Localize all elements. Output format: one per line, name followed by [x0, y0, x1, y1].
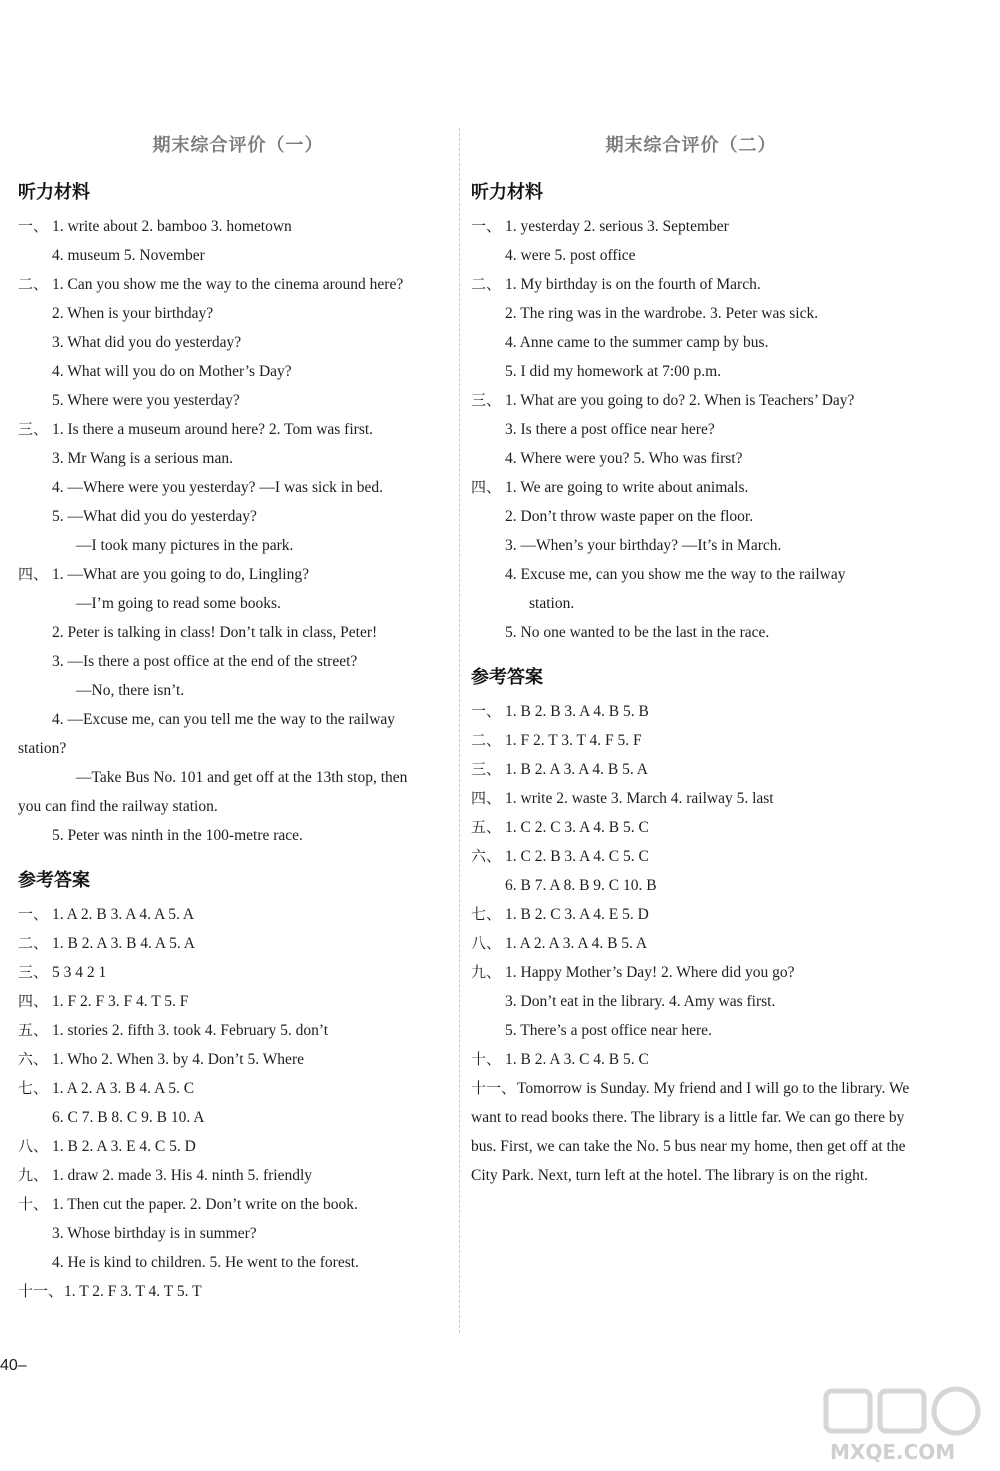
- item-text: 1. A 2. A 3. B 4. A 5. C: [52, 1080, 195, 1097]
- item-text: 1. What are you going to do? 2. When is Teachers’ Day?: [505, 392, 855, 409]
- text-line: [18, 270, 458, 299]
- item-text: 2. Peter is talking in class! Don’t talk in class, Peter!: [52, 624, 378, 641]
- text-line: [18, 1219, 458, 1248]
- item-text: 3. What did you do yesterday?: [52, 334, 242, 351]
- text-line: [18, 357, 458, 386]
- text-line: [18, 618, 458, 647]
- text-line: [471, 589, 911, 618]
- text-line: [471, 900, 911, 929]
- text-line: [471, 813, 911, 842]
- text-line: [18, 900, 458, 929]
- text-line: [18, 1103, 458, 1132]
- item-number: 三、: [471, 391, 502, 409]
- item-number: 四、: [471, 789, 502, 807]
- item-text: 1. B 2. A 3. E 4. C 5. D: [52, 1138, 196, 1155]
- text-line: [18, 473, 458, 502]
- item-text: 1. B 2. B 3. A 4. B 5. B: [505, 703, 649, 720]
- text-line: [471, 987, 911, 1016]
- item-text: station.: [529, 595, 575, 612]
- left-answers-heading: 参考答案: [18, 870, 90, 891]
- item-number: 二、: [18, 275, 49, 293]
- item-text: 2. The ring was in the wardrobe. 3. Peter was sick.: [505, 305, 819, 322]
- column-divider: [459, 128, 460, 1333]
- text-line: [18, 1248, 458, 1277]
- text-line: [18, 241, 458, 270]
- text-line: [471, 299, 911, 328]
- text-line: [18, 531, 458, 560]
- item-text: 5. I did my homework at 7:00 p.m.: [505, 363, 722, 380]
- item-text: 6. C 7. B 8. C 9. B 10. A: [52, 1109, 205, 1126]
- item-text: 1. —What are you going to do, Lingling?: [52, 566, 309, 583]
- text-line: [18, 647, 458, 676]
- item-text: 1. C 2. B 3. A 4. C 5. C: [505, 848, 649, 865]
- item-text: 1. A 2. A 3. A 4. B 5. A: [505, 935, 648, 952]
- text-line: [471, 357, 911, 386]
- left-section-title: 期末综合评价（一）: [152, 135, 324, 156]
- item-text: 4. Excuse me, can you show me the way to the railway: [505, 566, 846, 583]
- item-text: 1. A 2. B 3. A 4. A 5. A: [52, 906, 195, 923]
- text-line: [18, 1016, 458, 1045]
- item-text: 4. were 5. post office: [505, 247, 636, 264]
- item-text: 1. B 2. A 3. A 4. B 5. A: [505, 761, 648, 778]
- item-number: 十、: [471, 1050, 502, 1068]
- text-line: [471, 212, 911, 241]
- text-line: [18, 1190, 458, 1219]
- item-text: —Take Bus No. 101 and get off at the 13th stop, then: [76, 769, 408, 786]
- item-text: 1. write 2. waste 3. March 4. railway 5. last: [505, 790, 774, 807]
- item-number: 三、: [18, 963, 49, 981]
- item-number: 七、: [471, 905, 502, 923]
- text-line: [471, 726, 911, 755]
- text-line: [471, 560, 911, 589]
- item-text: 1. stories 2. fifth 3. took 4. February 5. don’t: [52, 1022, 329, 1039]
- item-text: 4. What will you do on Mother’s Day?: [52, 363, 292, 380]
- item-number: 一、: [471, 702, 502, 720]
- item-text: 5. There’s a post office near here.: [505, 1022, 712, 1039]
- text-line: [471, 929, 911, 958]
- item-text: 1. Then cut the paper. 2. Don’t write on the book.: [52, 1196, 358, 1213]
- left-listening-list: [18, 212, 458, 850]
- left-answers-list: [18, 900, 458, 1306]
- item-number: 三、: [471, 760, 502, 778]
- item-text: 1. We are going to write about animals.: [505, 479, 749, 496]
- text-line: [471, 958, 911, 987]
- item-text: 4. —Where were you yesterday? —I was sick in bed.: [52, 479, 383, 496]
- item-text: station?: [18, 740, 67, 757]
- item-text: 1. B 2. C 3. A 4. E 5. D: [505, 906, 649, 923]
- item-text: —I’m going to read some books.: [76, 595, 281, 612]
- item-text: you can find the railway station.: [18, 798, 218, 815]
- text-line: [18, 987, 458, 1016]
- item-number: 九、: [471, 963, 502, 981]
- text-line: [18, 212, 458, 241]
- item-text: —No, there isn’t.: [76, 682, 185, 699]
- item-text: 1. F 2. F 3. F 4. T 5. F: [52, 993, 189, 1010]
- text-line: [471, 328, 911, 357]
- item-number: 四、: [18, 992, 49, 1010]
- item-text: 1. write about 2. bamboo 3. hometown: [52, 218, 292, 235]
- item-text: 1. B 2. A 3. C 4. B 5. C: [505, 1051, 649, 1068]
- text-line: [18, 734, 458, 763]
- text-line: [18, 958, 458, 987]
- item-text: 4. Where were you? 5. Who was first?: [505, 450, 743, 467]
- item-text: 1. F 2. T 3. T 4. F 5. F: [505, 732, 642, 749]
- item-text: 1. T 2. F 3. T 4. T 5. T: [64, 1283, 202, 1300]
- text-line: [18, 589, 458, 618]
- right-listening-heading: 听力材料: [471, 182, 543, 203]
- item-text: 3. Don’t eat in the library. 4. Amy was first.: [505, 993, 776, 1010]
- item-number: 三、: [18, 420, 49, 438]
- item-text: 2. When is your birthday?: [52, 305, 214, 322]
- item-text: 1. C 2. C 3. A 4. B 5. C: [505, 819, 649, 836]
- item-text: 5. No one wanted to be the last in the race.: [505, 624, 770, 641]
- item-text: 4. Anne came to the summer camp by bus.: [505, 334, 769, 351]
- item-text: 3. Is there a post office near here?: [505, 421, 715, 438]
- text-line: [471, 871, 911, 900]
- text-line: [18, 676, 458, 705]
- text-line: [18, 763, 458, 792]
- item-number: 一、: [18, 905, 49, 923]
- text-line: [471, 386, 911, 415]
- text-line: [18, 299, 458, 328]
- item-text: 3. —Is there a post office at the end of the street?: [52, 653, 358, 670]
- item-number: 六、: [18, 1050, 49, 1068]
- text-line: [18, 560, 458, 589]
- item-number: 二、: [18, 934, 49, 952]
- item-number: 四、: [18, 565, 49, 583]
- item-text: 1. draw 2. made 3. His 4. ninth 5. friendly: [52, 1167, 313, 1184]
- item-text: 4. —Excuse me, can you tell me the way to the railway: [52, 711, 396, 728]
- item-text: 1. Is there a museum around here? 2. Tom was first.: [52, 421, 374, 438]
- text-line: [18, 705, 458, 734]
- text-line: [471, 473, 911, 502]
- item-text: 3. Whose birthday is in summer?: [52, 1225, 257, 1242]
- item-text: 1. Can you show me the way to the cinema around here?: [52, 276, 404, 293]
- item-number: 二、: [471, 275, 502, 293]
- item-number: 七、: [18, 1079, 49, 1097]
- text-line: [471, 1045, 911, 1074]
- text-line: [18, 502, 458, 531]
- item-text: 1. Who 2. When 3. by 4. Don’t 5. Where: [52, 1051, 304, 1068]
- text-line: [18, 1277, 458, 1306]
- text-line: [18, 1045, 458, 1074]
- text-line: [471, 241, 911, 270]
- item-text: 1. yesterday 2. serious 3. September: [505, 218, 729, 235]
- text-line: [18, 821, 458, 850]
- text-line: [18, 444, 458, 473]
- item-number: 五、: [18, 1021, 49, 1039]
- text-line: [471, 415, 911, 444]
- text-line: [471, 1016, 911, 1045]
- item-number: 八、: [471, 934, 502, 952]
- item-text: 5. Peter was ninth in the 100-metre race.: [52, 827, 303, 844]
- item-number: 四、: [471, 478, 502, 496]
- essay-text: Tomorrow is Sunday. My friend and I will go to the library. We want to read books there. The library is a little far. We can go there by bus. First, we can take the No. 5 bus near my home, then get off at the City Park. Next, turn left at the hotel. The library is on the right.: [471, 1080, 910, 1184]
- item-text: 3. —When’s your birthday? —It’s in March.: [505, 537, 782, 554]
- text-line: [18, 328, 458, 357]
- item-text: 3. Mr Wang is a serious man.: [52, 450, 233, 467]
- item-number: 十、: [18, 1195, 49, 1213]
- right-listening-list: [471, 212, 911, 647]
- text-line: [471, 784, 911, 813]
- item-number: 十一、: [18, 1282, 64, 1300]
- item-number: 二、: [471, 731, 502, 749]
- item-number: 八、: [18, 1137, 49, 1155]
- text-line: [471, 502, 911, 531]
- left-listening-heading: 听力材料: [18, 182, 90, 203]
- text-line: [471, 697, 911, 726]
- text-line: [471, 842, 911, 871]
- right-section-title: 期末综合评价（二）: [605, 135, 777, 156]
- text-line: [18, 792, 458, 821]
- item-text: —I took many pictures in the park.: [76, 537, 294, 554]
- item-number: 六、: [471, 847, 502, 865]
- text-line: [471, 270, 911, 299]
- item-text: 5. —What did you do yesterday?: [52, 508, 257, 525]
- item-text: 2. Don’t throw waste paper on the floor.: [505, 508, 754, 525]
- item-text: 4. museum 5. November: [52, 247, 205, 264]
- item-text: 1. My birthday is on the fourth of March.: [505, 276, 761, 293]
- text-line: [18, 1074, 458, 1103]
- item-text: 1. B 2. A 3. B 4. A 5. A: [52, 935, 195, 952]
- page-number: 40–: [0, 1357, 27, 1374]
- text-line: [471, 531, 911, 560]
- text-line: [18, 1161, 458, 1190]
- item-number: 一、: [18, 217, 49, 235]
- text-line: [471, 755, 911, 784]
- text-line: [471, 444, 911, 473]
- item-text: 5. Where were you yesterday?: [52, 392, 240, 409]
- item-text: 4. He is kind to children. 5. He went to the forest.: [52, 1254, 359, 1271]
- right-answers-list: [471, 697, 911, 1074]
- text-line: [18, 415, 458, 444]
- right-column: [471, 130, 911, 1190]
- item-text: 6. B 7. A 8. B 9. C 10. B: [505, 877, 657, 894]
- text-line: [471, 618, 911, 647]
- right-answers-heading: 参考答案: [471, 667, 543, 688]
- text-line: [18, 929, 458, 958]
- watermark-text: MXQE.COM: [830, 1440, 956, 1464]
- item-number: 一、: [471, 217, 502, 235]
- essay-paragraph: [471, 1074, 911, 1190]
- item-text: 5 3 4 2 1: [52, 964, 107, 981]
- item-number: 九、: [18, 1166, 49, 1184]
- text-line: [18, 386, 458, 415]
- item-number: 五、: [471, 818, 502, 836]
- essay-number: 十一、: [471, 1079, 517, 1097]
- left-column: [18, 130, 458, 1306]
- item-text: 1. Happy Mother’s Day! 2. Where did you go?: [505, 964, 795, 981]
- text-line: [18, 1132, 458, 1161]
